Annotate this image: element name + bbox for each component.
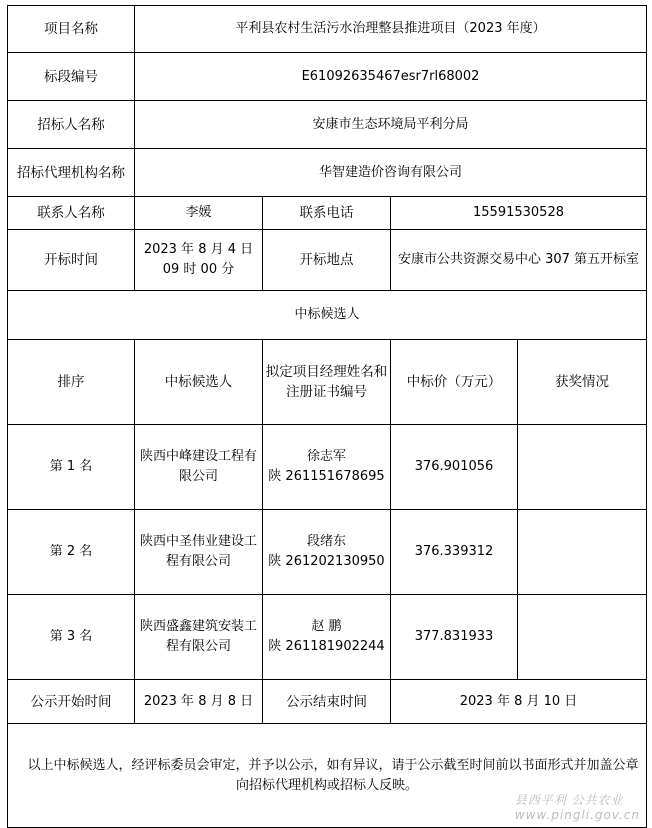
col-manager: 拟定项目经理姓名和注册证书编号 — [263, 340, 391, 425]
publicity-end-value: 2023 年 8 月 10 日 — [391, 680, 647, 724]
watermark-url: www.pingli.gov.cn — [514, 808, 640, 822]
candidate-awards — [518, 510, 647, 595]
publicity-start-label: 公示开始时间 — [8, 680, 135, 724]
tenderer-label: 招标人名称 — [8, 101, 135, 149]
opening-place-value: 安康市公共资源交易中心 307 第五开标室 — [391, 230, 647, 291]
col-price: 中标价（万元） — [391, 340, 518, 425]
col-awards: 获奖情况 — [518, 340, 647, 425]
candidate-manager — [263, 425, 391, 510]
notice-text: 以上中标候选人，经评标委员会审定，并予以公示，如有异议，请于公示截至时间前以书面形式并加盖公章向招标代理机构或招标人反映。 — [8, 724, 647, 828]
tenderer-value: 安康市生态环境局平利分局 — [135, 101, 647, 149]
manager-cert: 陕 261202130950 — [268, 554, 385, 569]
candidate-company: 陕西中峰建设工程有限公司 — [135, 425, 263, 510]
agency-value: 华智建造价咨询有限公司 — [135, 149, 647, 197]
contact-phone-value: 15591530528 — [391, 197, 647, 230]
candidate-company: 陕西中圣伟业建设工程有限公司 — [135, 510, 263, 595]
candidate-price: 376.339312 — [391, 510, 518, 595]
manager-name: 赵 鹏 — [311, 619, 342, 634]
opening-time-label: 开标时间 — [8, 230, 135, 291]
manager-name: 段绪东 — [306, 534, 346, 549]
candidate-manager — [263, 510, 391, 595]
manager-cert: 陕 261151678695 — [268, 469, 385, 484]
opening-time-value — [135, 230, 263, 291]
bid-result-table — [7, 5, 647, 828]
contact-name-value: 李媛 — [135, 197, 263, 230]
section-number-value: E61092635467esr7rl68002 — [135, 53, 647, 101]
opening-time-hour: 09 时 00 分 — [162, 262, 235, 277]
candidate-rank: 第 2 名 — [8, 510, 135, 595]
project-name-label: 项目名称 — [8, 6, 135, 53]
manager-name: 徐志军 — [306, 449, 346, 464]
opening-time-date: 2023 年 8 月 4 日 — [143, 242, 254, 257]
opening-place-label: 开标地点 — [263, 230, 391, 291]
candidate-awards — [518, 595, 647, 680]
candidate-price: 377.831933 — [391, 595, 518, 680]
candidate-rank: 第 3 名 — [8, 595, 135, 680]
candidate-price: 376.901056 — [391, 425, 518, 510]
candidates-title: 中标候选人 — [8, 291, 647, 340]
col-rank: 排序 — [8, 340, 135, 425]
site-watermark — [515, 791, 640, 822]
candidate-company: 陕西盛鑫建筑安装工程有限公司 — [135, 595, 263, 680]
publicity-start-value: 2023 年 8 月 8 日 — [135, 680, 263, 724]
candidate-awards — [518, 425, 647, 510]
contact-phone-label: 联系电话 — [263, 197, 391, 230]
table-row — [8, 425, 647, 510]
candidate-rank: 第 1 名 — [8, 425, 135, 510]
col-candidate: 中标候选人 — [135, 340, 263, 425]
watermark-text: 县西平利 公共农业 — [514, 793, 624, 807]
table-row — [8, 510, 647, 595]
agency-label: 招标代理机构名称 — [8, 149, 135, 197]
section-number-label: 标段编号 — [8, 53, 135, 101]
project-name-value: 平利县农村生活污水治理整县推进项目（2023 年度） — [135, 6, 647, 53]
publicity-end-label: 公示结束时间 — [263, 680, 391, 724]
contact-name-label: 联系人名称 — [8, 197, 135, 230]
table-row — [8, 595, 647, 680]
manager-cert: 陕 261181902244 — [268, 639, 385, 654]
candidate-manager — [263, 595, 391, 680]
